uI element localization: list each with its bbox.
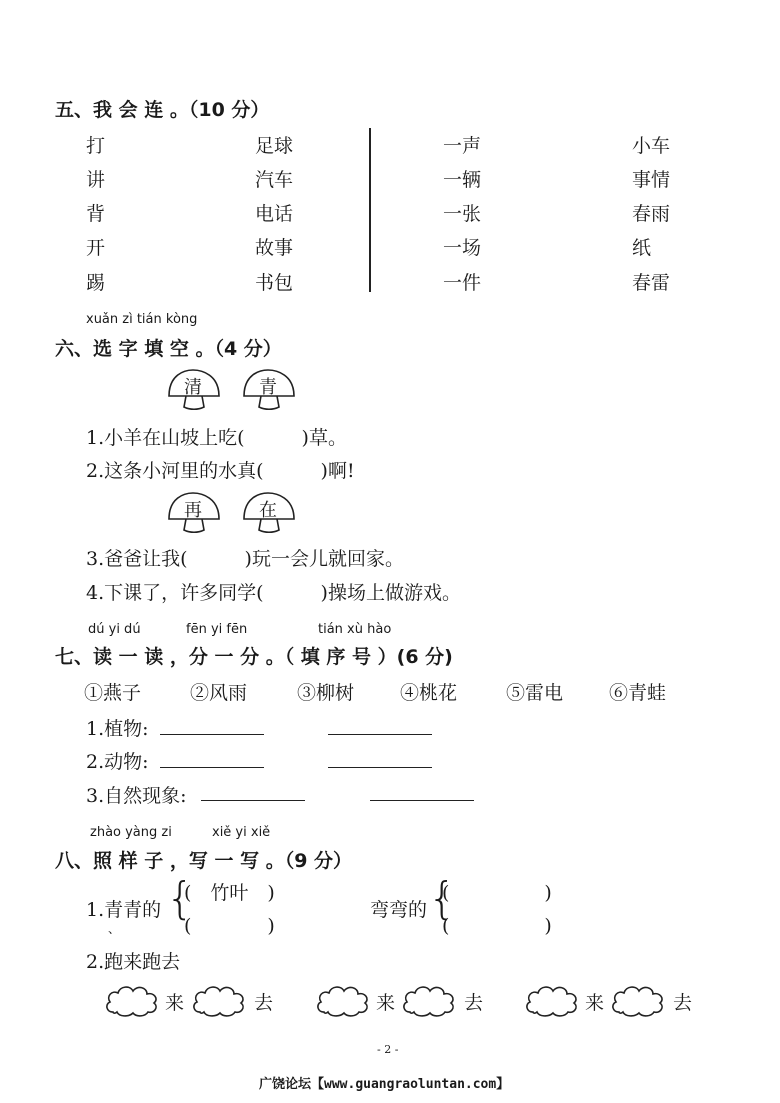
verb-item: 讲 (86, 169, 106, 191)
mushroom-qing-icon (166, 367, 222, 411)
measure-item: 一声 (443, 135, 482, 157)
category-plant-label: 1.植物: (86, 718, 149, 740)
lai-char: 来 (165, 992, 185, 1014)
question-line: 3.爸爸让我( )玩一会儿就回家。 (86, 548, 404, 570)
noun-item: 故事 (255, 237, 294, 259)
section7-pinyin-2: fēn yi fēn (186, 622, 248, 637)
mushroom-qing2-icon (241, 367, 297, 411)
verb-item: 背 (86, 203, 106, 225)
measure-item: 一件 (443, 272, 482, 294)
category-nature-label: 3.自然现象: (86, 785, 187, 807)
qu-char: 去 (254, 992, 274, 1014)
category-animal-label: 2.动物: (86, 751, 149, 773)
cloud-blank-icon[interactable] (314, 982, 372, 1018)
qu-char: 去 (464, 992, 484, 1014)
cloud-blank-icon[interactable] (523, 982, 581, 1018)
answer-paren[interactable]: ( ) (442, 882, 552, 904)
lai-char: 来 (585, 992, 605, 1014)
noun-item: 足球 (255, 135, 294, 157)
option-item: ⑥青蛙 (609, 682, 667, 704)
cloud-blank-icon[interactable] (190, 982, 248, 1018)
answer-blank[interactable] (328, 734, 432, 735)
question-line: 1.小羊在山坡上吃( )草。 (86, 427, 347, 449)
prompt-wanwan: 弯弯的 (370, 899, 428, 921)
answer-blank[interactable] (201, 800, 305, 801)
section6-pinyin: xuǎn zì tián kòng (86, 312, 198, 327)
object-item: 春雨 (632, 203, 671, 225)
section5-title: 五、我 会 连 。（10 分） (55, 99, 270, 121)
verb-item: 打 (86, 135, 106, 157)
mushroom-zai-icon (166, 490, 222, 534)
mushroom-zai2-icon (241, 490, 297, 534)
page-number: - 2 - (377, 1043, 399, 1056)
question-line: 2.这条小河里的水真( )啊! (86, 460, 355, 482)
left-brace: { (428, 873, 456, 924)
cloud-blank-icon[interactable] (609, 982, 667, 1018)
example-paolaipaoqu: 2.跑来跑去 (86, 951, 181, 973)
cloud-blank-icon[interactable] (400, 982, 458, 1018)
footer-site-name: 广饶论坛 (259, 1077, 312, 1092)
answer-paren[interactable]: ( ) (442, 915, 552, 937)
measure-item: 一张 (443, 203, 482, 225)
mushroom-char: 再 (184, 500, 202, 521)
object-item: 纸 (632, 237, 652, 259)
answer-blank[interactable] (328, 767, 432, 768)
section7-pinyin-1: dú yi dú (88, 622, 141, 637)
measure-item: 一辆 (443, 169, 482, 191)
answer-paren[interactable]: ( ) (184, 915, 275, 937)
section8-title: 八、照 样 子 ，写 一 写 。（9 分） (55, 850, 353, 872)
answer-blank[interactable] (160, 734, 264, 735)
divider-line (369, 128, 371, 292)
section6-title: 六、选 字 填 空 。（4 分） (55, 338, 282, 360)
noun-item: 汽车 (255, 169, 294, 191)
noun-item: 书包 (255, 272, 294, 294)
answer-blank[interactable] (370, 800, 474, 801)
object-item: 小车 (632, 135, 671, 157)
noun-item: 电话 (255, 203, 294, 225)
footer (259, 1073, 509, 1092)
mushroom-char: 在 (259, 500, 277, 521)
answer-blank[interactable] (160, 767, 264, 768)
object-item: 春雷 (632, 272, 671, 294)
verb-item: 开 (86, 237, 106, 259)
option-item: ⑤雷电 (506, 682, 564, 704)
section7-pinyin-3: tián xù hào (318, 622, 392, 637)
option-item: ②风雨 (190, 682, 248, 704)
option-item: ③柳树 (297, 682, 355, 704)
mushroom-char: 清 (184, 377, 202, 398)
option-item: ④桃花 (400, 682, 458, 704)
measure-item: 一场 (443, 237, 482, 259)
section8-pinyin-2: xiě yi xiě (212, 825, 271, 840)
question-line: 4.下课了，许多同学( )操场上做游戏。 (86, 582, 461, 604)
left-brace: { (166, 873, 194, 924)
qu-char: 去 (673, 992, 693, 1014)
mushroom-char: 青 (259, 377, 277, 398)
example-qingqing: 1.青青的 (86, 899, 162, 921)
option-item: ①燕子 (84, 682, 142, 704)
cloud-blank-icon[interactable] (103, 982, 161, 1018)
section7-title: 七、读 一 读 ，分 一 分 。（ 填 序 号 ）(6 分) (55, 646, 453, 668)
object-item: 事情 (632, 169, 671, 191)
example-answer-zhuye: ( 竹叶 ) (184, 882, 275, 904)
small-dot: 、 (108, 922, 121, 936)
lai-char: 来 (376, 992, 396, 1014)
section8-pinyin-1: zhào yàng zi (90, 825, 172, 840)
footer-url[interactable]: 【www.guangraoluntan.com】 (311, 1077, 510, 1092)
verb-item: 踢 (86, 272, 106, 294)
